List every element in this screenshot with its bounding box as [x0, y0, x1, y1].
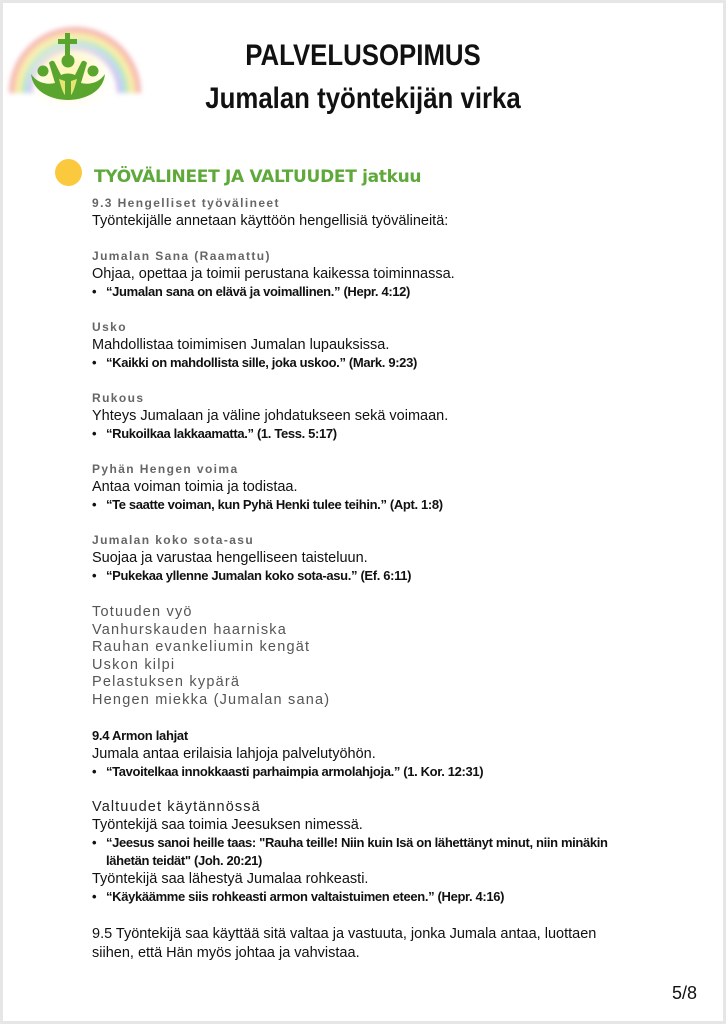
quote-reference: (Joh. 20:21) — [193, 853, 263, 868]
tool-item — [92, 460, 692, 514]
tool-quote — [92, 425, 692, 443]
tool-name: Rukous — [92, 391, 145, 405]
tool-quote — [92, 283, 692, 301]
section-content — [92, 194, 692, 963]
subsection-9-4 — [92, 727, 692, 781]
tool-name: Jumalan Sana (Raamattu) — [92, 249, 271, 263]
bullet-icon: • — [92, 889, 97, 904]
bullet-icon: • — [92, 764, 97, 779]
authority-section — [92, 798, 692, 906]
authority-line-1: Työntekijä saa toimia Jeesuksen nimessä. — [92, 817, 363, 833]
quote-text: “Kaikki on mahdollista sille, joka uskoo.” — [106, 355, 346, 370]
quote-reference: (1. Kor. 12:31) — [403, 764, 484, 779]
quote-text: “Käykäämme siis rohkeasti armon valtaistuimen eteen.” — [106, 889, 435, 904]
quote-text: “Te saatte voiman, kun Pyhä Henki tulee teihin.” — [106, 497, 387, 512]
armor-item: Totuuden vyö — [92, 604, 193, 620]
page-number: 5/8 — [671, 983, 697, 1003]
tool-item — [92, 531, 692, 585]
authority-title: Valtuudet käytännössä — [92, 799, 261, 815]
tool-description: Antaa voiman toimia ja todistaa. — [92, 479, 298, 495]
quote-reference: (Mark. 9:23) — [348, 355, 417, 370]
bullet-icon: • — [92, 497, 97, 512]
tool-item — [92, 389, 692, 443]
subsection-9-5: 9.5 Työntekijä saa käyttää sitä valtaa ja vastuuta, jonka Jumala antaa, luottaen siihen, että Hän myös johtaa ja vahvistaa. — [92, 926, 597, 961]
document-subtitle: Jumalan työntekijän virka — [205, 82, 521, 115]
bullet-icon: • — [92, 835, 97, 850]
quote-reference: (1. Tess. 5:17) — [256, 426, 337, 441]
armor-item: Uskon kilpi — [92, 656, 176, 673]
armor-item: Hengen miekka (Jumalan sana) — [92, 691, 331, 708]
quote-text: “Rukoilkaa lakkaamatta.” — [106, 426, 254, 441]
document-title: PALVELUSOPIMUS — [245, 39, 481, 72]
quote-text: “Jeesus sanoi heille taas: "Rauha teille! Niin kuin Isä on lähettänyt minut, niin minäkin lähetän teidät" — [106, 835, 608, 868]
subsection-intro: Työntekijälle annetaan käyttöön hengellisiä työvälineitä: — [92, 213, 449, 229]
tool-quote — [92, 496, 692, 514]
authority-quote-2 — [92, 888, 692, 906]
tool-quote — [92, 354, 692, 372]
bullet-icon: • — [92, 284, 97, 299]
armor-item: Vanhurskauden haarniska — [92, 621, 288, 638]
tool-description: Yhteys Jumalaan ja väline johdatukseen sekä voimaan. — [92, 408, 449, 424]
quote-text: “Tavoitelkaa innokkaasti parhaimpia armolahjoja.” — [106, 764, 400, 779]
section-heading: TYÖVÄLINEET JA VALTUUDET jatkuu — [94, 167, 422, 187]
authority-quote-1 — [92, 834, 652, 870]
tool-quote — [92, 567, 692, 585]
subsection-title-9-4: 9.4 Armon lahjat — [92, 728, 188, 743]
quote-reference: (Ef. 6:11) — [360, 568, 412, 583]
tool-name: Pyhän Hengen voima — [92, 462, 239, 476]
tool-name: Usko — [92, 320, 127, 334]
armor-item: Pelastuksen kypärä — [92, 674, 241, 690]
tool-description: Suojaa ja varustaa hengelliseen taisteluun. — [92, 550, 368, 566]
section-bullet-dot-icon — [55, 159, 82, 186]
gifts-quote — [92, 763, 692, 781]
bullet-icon: • — [92, 568, 97, 583]
quote-text: “Jumalan sana on elävä ja voimallinen.” — [106, 284, 341, 299]
subsection-description: Jumala antaa erilaisia lahjoja palvelutyöhön. — [92, 746, 376, 762]
quote-reference: (Hepr. 4:12) — [343, 284, 411, 299]
armor-item: Rauhan evankeliumin kengät — [92, 639, 311, 655]
tool-name: Jumalan koko sota-asu — [92, 533, 255, 547]
authority-line-2: Työntekijä saa lähestyä Jumalaa rohkeasti. — [92, 871, 369, 887]
tool-description: Mahdollistaa toimimisen Jumalan lupauksissa. — [92, 337, 390, 353]
bullet-icon: • — [92, 355, 97, 370]
bullet-icon: • — [92, 426, 97, 441]
quote-reference: (Apt. 1:8) — [389, 497, 443, 512]
tool-description: Ohjaa, opettaa ja toimii perustana kaikessa toiminnassa. — [92, 266, 455, 282]
quote-reference: (Hepr. 4:16) — [437, 889, 505, 904]
quote-text: “Pukekaa yllenne Jumalan koko sota-asu.” — [106, 568, 358, 583]
tool-item — [92, 247, 692, 301]
armor-list — [92, 604, 692, 709]
document-page — [3, 3, 723, 1021]
subsection-title-9-3: 9.3 Hengelliset työvälineet — [92, 196, 280, 210]
tool-item — [92, 318, 692, 372]
